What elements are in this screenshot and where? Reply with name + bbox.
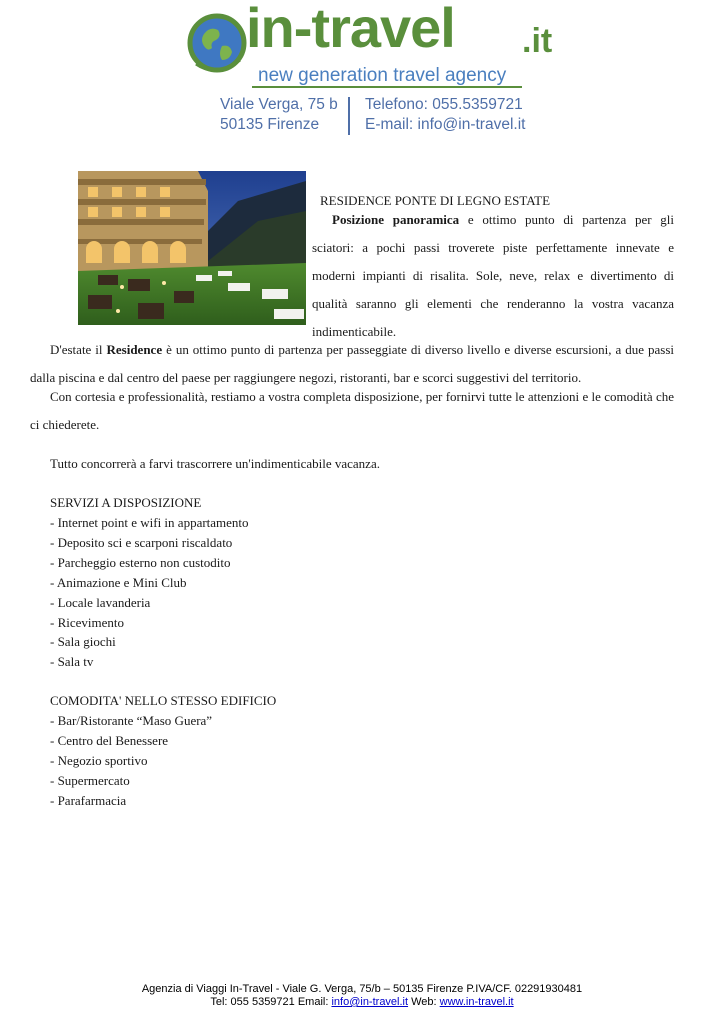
contact-email: E-mail: info@in-travel.it (365, 116, 526, 133)
address-block (220, 95, 338, 135)
footer-tel: Tel: 055 5359721 Email: (210, 996, 332, 1008)
list-item: - Deposito sci e scarponi riscaldato (50, 534, 233, 550)
address-city: 50135 Firenze (220, 116, 320, 133)
amenities-list (50, 711, 212, 811)
brand-name: in-travel (246, 0, 455, 59)
list-item: - Supermercato (50, 772, 130, 788)
page-title: RESIDENCE PONTE DI LEGNO ESTATE (320, 193, 551, 208)
footer-agency-info: Agenzia di Viaggi In-Travel - Viale G. Verga, 75/b – 50135 Firenze P.IVA/CF. 02291930481 (141, 983, 583, 995)
intro-text: e ottimo punto di partenza per gli sciatori: a pochi passi troverete piste perfettamente innevate e moderni impianti di risalita. Sole, neve, relax e divertimento di qualità saranno gli elementi che renderanno la vostra vacanza indimenticabile. (312, 212, 674, 339)
tagline-underline (252, 86, 522, 88)
address-divider (348, 97, 350, 135)
list-item: - Animazione e Mini Club (50, 574, 187, 590)
services-list (50, 513, 249, 672)
summer-text-start: D'estate il (50, 342, 107, 357)
list-item: - Sala tv (50, 654, 94, 670)
residence-photo (78, 171, 306, 325)
list-item: - Centro del Benessere (50, 732, 169, 748)
intro-paragraph (312, 206, 674, 346)
summer-bold: Residence (106, 342, 163, 357)
list-item: - Parafarmacia (50, 792, 127, 808)
list-item: - Ricevimento (50, 614, 125, 630)
courtesy-paragraph: Con cortesia e professionalità, restiamo a vostra completa disposizione, per fornirvi tutte le attenzioni e le comodità che ci chiederete. (30, 389, 674, 432)
brand-logo (180, 0, 560, 90)
closing-paragraph: Tutto concorrerà a farvi trascorrere un'indimenticabile vacanza. (50, 456, 380, 471)
intro-bold: Posizione panoramica (332, 212, 460, 227)
footer-contacts (0, 996, 724, 1009)
amenities-heading: COMODITA' NELLO STESSO EDIFICIO (50, 693, 277, 708)
contact-block (365, 95, 525, 135)
footer-web-link[interactable]: www.in-travel.it (439, 996, 514, 1008)
list-item: - Bar/Ristorante “Maso Guera” (50, 713, 213, 728)
brand-tagline: new generation travel agency (258, 65, 507, 86)
brand-tld: .it (522, 22, 553, 60)
contact-phone: Telefono: 055.5359721 (365, 96, 523, 113)
list-item: - Parcheggio esterno non custodito (50, 554, 231, 570)
footer-web-label: Web: (408, 996, 440, 1008)
list-item: - Negozio sportivo (50, 752, 148, 768)
list-item: - Sala giochi (50, 634, 116, 650)
globe-icon (186, 12, 248, 74)
page-footer (0, 983, 724, 1009)
services-heading: SERVIZI A DISPOSIZIONE (50, 495, 202, 510)
footer-email-link[interactable]: info@in-travel.it (331, 996, 409, 1008)
address-street: Viale Verga, 75 b (220, 96, 338, 113)
list-item: - Internet point e wifi in appartamento (50, 515, 249, 530)
summer-text-end: è un ottimo punto di partenza per passeggiate di diverso livello e diverse escursioni, a due passi dalla piscina e dal centro del paese per raggiungere negozi, ristoranti, bar e scorci suggestivi del territorio. (30, 342, 674, 385)
list-item: - Locale lavanderia (50, 594, 151, 610)
